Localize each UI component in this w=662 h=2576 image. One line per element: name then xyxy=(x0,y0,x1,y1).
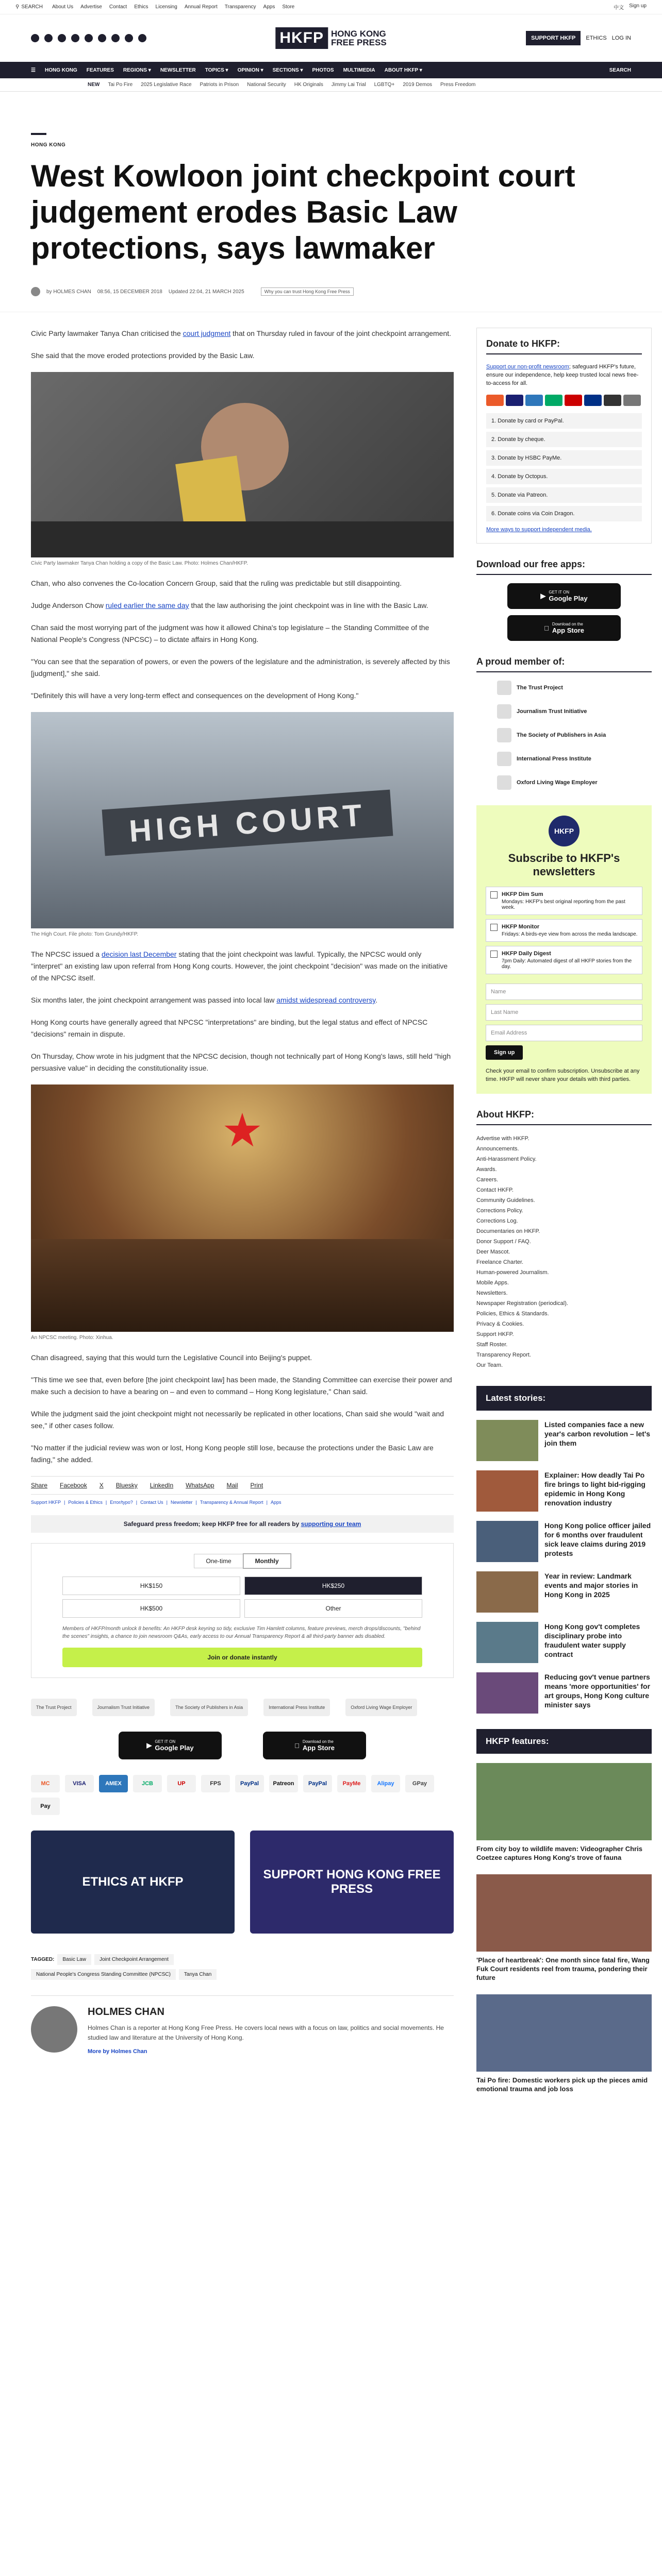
ethics-link[interactable]: ETHICS xyxy=(586,35,607,41)
jcb-icon: JCB xyxy=(133,1775,162,1792)
paragraph: "No matter if the judicial review was won or lost, Hong Kong people still lose, because the protections under the Basic Law are fading," she added. xyxy=(31,1444,434,1464)
latest-story[interactable] xyxy=(476,1521,652,1562)
paragraph: Judge Anderson Chow ruled earlier the same day that the law authorising the joint checkpoint was in line with the Basic Law. xyxy=(31,601,428,609)
site-logo[interactable]: HKFP HONG KONG FREE PRESS xyxy=(275,27,386,49)
top-link-apps[interactable]: Apps xyxy=(263,4,275,10)
trending-item[interactable]: HK Originals xyxy=(294,82,323,88)
about-link[interactable]: Newsletters. xyxy=(476,1290,508,1296)
story-title[interactable]: Year in review: Landmark events and major stories in Hong Kong in 2025 xyxy=(544,1572,638,1599)
footer-link[interactable]: Apps xyxy=(270,1500,282,1505)
support-team-link[interactable]: supporting our team xyxy=(301,1520,361,1528)
payme-icon: PayMe xyxy=(337,1775,366,1792)
name-input[interactable]: Name xyxy=(486,984,642,1000)
top-link-advertise[interactable]: Advertise xyxy=(80,4,102,10)
support-promo[interactable]: SUPPORT HONG KONG FREE PRESS xyxy=(250,1831,454,1934)
top-search[interactable]: ⚲ SEARCH xyxy=(15,4,43,10)
member-item[interactable]: International Press Institute xyxy=(497,752,652,766)
visa-icon xyxy=(506,395,523,406)
telegram-icon[interactable] xyxy=(111,34,120,42)
payment-methods xyxy=(31,1775,454,1815)
story-thumbnail[interactable] xyxy=(476,1571,538,1613)
about-link[interactable]: Mobile Apps. xyxy=(476,1280,509,1286)
facebook-icon[interactable] xyxy=(31,34,39,42)
paragraph: Chan said the most worrying part of the judgment was how it allowed China's top legislature – the Standing Committee of the National People's Congress (NPCSC) – to dictate affairs in Hong Kong. xyxy=(31,623,429,643)
trending-item[interactable]: 2025 Legislative Race xyxy=(141,82,192,88)
about-link[interactable]: Human-powered Journalism. xyxy=(476,1269,549,1276)
court-judgment-link[interactable]: court judgment xyxy=(183,329,231,337)
login-link[interactable]: LOG IN xyxy=(611,35,631,41)
member-item[interactable]: The Society of Publishers in Asia xyxy=(497,728,652,742)
article-header xyxy=(0,92,662,296)
tags-row xyxy=(31,1954,454,1965)
story-thumbnail[interactable] xyxy=(476,1470,538,1512)
trending-item[interactable]: Press Freedom xyxy=(440,82,476,88)
ethics-promo[interactable]: ETHICS AT HKFP xyxy=(31,1831,235,1934)
photo-caption: Civic Party lawmaker Tanya Chan holding a copy of the Basic Law. Photo: Holmes Chan/HKFP. xyxy=(31,561,248,566)
trust-link[interactable]: Why you can trust Hong Kong Free Press xyxy=(261,287,354,296)
sidebar-google-play-button[interactable]: ▶ GET IT ON Google Play xyxy=(507,583,621,609)
trending-item[interactable]: Patriots in Prison xyxy=(200,82,239,88)
newsletter-title: Subscribe to HKFP's newsletters xyxy=(508,852,620,878)
footer-link[interactable]: Transparency & Annual Report xyxy=(200,1500,263,1505)
main-nav xyxy=(0,62,662,78)
join-donate-button[interactable]: Join or donate instantly xyxy=(62,1648,422,1667)
photo-high-court xyxy=(31,712,454,928)
latest-story[interactable] xyxy=(476,1420,652,1461)
sidebar-app-store-button[interactable]: Download on the App Store xyxy=(507,615,621,641)
controversy-link[interactable]: amidst widespread controversy xyxy=(276,996,376,1004)
unionpay-icon xyxy=(565,395,582,406)
photo-caption: The High Court. File photo: Tom Grundy/HKFP. xyxy=(31,931,139,937)
photo-caption: An NPCSC meeting. Photo: Xinhua. xyxy=(31,1335,113,1341)
member-item[interactable]: Oxford Living Wage Employer xyxy=(497,775,652,790)
donate-option[interactable]: 5. Donate via Patreon. xyxy=(486,487,642,503)
sidebar xyxy=(476,328,652,2106)
card-icons xyxy=(486,395,642,406)
trust-project-badge[interactable]: The Trust Project xyxy=(31,1699,77,1716)
top-link-ethics[interactable]: Ethics xyxy=(134,4,148,10)
story-thumbnail[interactable] xyxy=(476,1672,538,1714)
publish-date: 08:56, 15 DECEMBER 2018 xyxy=(97,289,162,295)
freq-one-time[interactable]: One-time xyxy=(194,1554,243,1568)
threads-icon[interactable] xyxy=(71,34,79,42)
about-link[interactable]: Deer Mascot. xyxy=(476,1249,510,1255)
paragraph: The NPCSC issued a decision last December stating that the joint checkpoint was lawful. Typically, the NPCSC would only "interpret" an existing law upon referral from Hong Kong courts. However, the joint checkpoint "decision" was made on the initiative of the NPCSC itself. xyxy=(31,950,448,982)
latest-story[interactable] xyxy=(476,1622,652,1663)
lang-chinese[interactable]: 中文 xyxy=(614,5,624,11)
red-star-icon: ★ xyxy=(221,1105,263,1157)
fps-icon: FPS xyxy=(201,1775,230,1792)
member-item[interactable]: Journalism Trust Initiative xyxy=(497,704,652,719)
author-bio: Holmes Chan is a reporter at Hong Kong Free Press. He covers local news with a focus on law, politics and social movements. He studied law and literature at the University of Hong Kong. xyxy=(88,2024,444,2041)
amount-option-selected[interactable]: HK$250 xyxy=(244,1577,422,1595)
latest-stories xyxy=(476,1420,652,1714)
member-list xyxy=(476,681,652,790)
living-wage-icon xyxy=(497,775,511,790)
paragraph: Chan, who also convenes the Co-location Concern Group, said that the ruling was predictable but still disappointing. xyxy=(31,579,402,587)
paragraph: "You can see that the separation of powers, or even the powers of the legislature and the administration, is severely affected by this [judgment]," she said. xyxy=(31,657,450,677)
top-links xyxy=(52,4,294,10)
feature-story[interactable] xyxy=(476,1763,652,1862)
social-icons xyxy=(31,34,146,42)
living-wage-badge[interactable]: Oxford Living Wage Employer xyxy=(345,1699,417,1716)
nav-multimedia[interactable]: MULTIMEDIA xyxy=(343,67,375,73)
newsletter-option[interactable]: HKFP Dim Sum Mondays: HKFP's best original reporting from the past week. xyxy=(486,887,642,915)
about-link[interactable]: Freelance Charter. xyxy=(476,1259,524,1265)
email-input[interactable]: Email Address xyxy=(486,1025,642,1041)
nav-topics[interactable]: TOPICS ▾ xyxy=(205,67,228,73)
safeguard-banner: Safeguard press freedom; keep HKFP free for all readers by supporting our team xyxy=(31,1515,454,1533)
apple-pay-icon xyxy=(604,395,621,406)
story-title[interactable]: Listed companies face a new year's carbon revolution – let's join them xyxy=(544,1420,651,1447)
feature-title[interactable]: 'Place of heartbreak': One month since fatal fire, Wang Fuk Court residents reel from trauma, pondering their future xyxy=(476,1956,650,1981)
share-label: Share xyxy=(31,1482,48,1489)
share-mail[interactable]: Mail xyxy=(226,1482,238,1489)
latest-story[interactable] xyxy=(476,1470,652,1512)
byline xyxy=(31,287,631,296)
about-link[interactable]: Our Team. xyxy=(476,1362,503,1368)
author-avatar xyxy=(31,287,40,296)
share-whatsapp[interactable]: WhatsApp xyxy=(186,1482,214,1489)
checkbox[interactable] xyxy=(490,924,498,931)
share-bar xyxy=(31,1476,454,1495)
paragraph: While the judgment said the joint checkpoint might not necessarily be replicated in other locations, Chan said she would "wait and see," if other cases follow. xyxy=(31,1410,444,1430)
paragraph: She said that the move eroded protections provided by the Basic Law. xyxy=(31,351,255,360)
unionpay-icon: UP xyxy=(167,1775,196,1792)
meeting-seats xyxy=(31,1239,454,1332)
photo-tanya-chan xyxy=(31,372,454,557)
nav-menu-icon[interactable]: ☰ xyxy=(31,67,36,73)
top-link-contact[interactable]: Contact xyxy=(109,4,127,10)
article-body xyxy=(31,328,454,2106)
features-title: HKFP features: xyxy=(476,1729,652,1754)
google-play-icon: ▶ xyxy=(146,1741,152,1749)
feature-stories xyxy=(476,1763,652,2093)
sopa-badge[interactable]: The Society of Publishers in Asia xyxy=(170,1699,248,1716)
google-play-icon: ▶ xyxy=(540,592,546,600)
newsletter-signup xyxy=(476,805,652,1094)
top-link-store[interactable]: Store xyxy=(282,4,295,10)
sopa-icon xyxy=(497,728,511,742)
google-pay-icon xyxy=(623,395,641,406)
footer-link[interactable]: Contact Us xyxy=(140,1500,163,1505)
mastercard-icon xyxy=(486,395,504,406)
whatsapp-icon[interactable] xyxy=(125,34,133,42)
membership-badges xyxy=(31,1699,454,1716)
google-pay-icon: GPay xyxy=(405,1775,434,1792)
about-title: About HKFP: xyxy=(476,1109,652,1125)
donate-option[interactable]: 3. Donate by HSBC PayMe. xyxy=(486,450,642,466)
sidebar-donate xyxy=(476,328,652,544)
paypal-icon xyxy=(584,395,602,406)
checkbox[interactable] xyxy=(490,951,498,958)
top-bar xyxy=(0,0,662,14)
story-thumbnail[interactable] xyxy=(476,1420,538,1461)
amount-option[interactable]: Other xyxy=(244,1599,422,1618)
about-link[interactable]: Announcements. xyxy=(476,1146,519,1152)
trending-item[interactable]: Jimmy Lai Trial xyxy=(331,82,366,88)
nav-search[interactable]: SEARCH xyxy=(609,67,631,73)
sign-up-link[interactable]: Sign up xyxy=(629,3,647,9)
footer-link[interactable]: Policies & Ethics xyxy=(68,1500,103,1505)
ipi-badge[interactable]: International Press Institute xyxy=(263,1699,330,1716)
feature-title[interactable]: From city boy to wildlife maven: Videographer Chris Coetzee captures Hong Kong's trove of fauna xyxy=(476,1845,642,1861)
frequency-toggle xyxy=(62,1554,422,1568)
patreon-icon: Patreon xyxy=(269,1775,298,1792)
top-link-about[interactable]: About Us xyxy=(52,4,74,10)
top-link-annual-report[interactable]: Annual Report xyxy=(184,4,218,10)
tags-row xyxy=(31,1969,454,1980)
about-link[interactable]: Staff Roster. xyxy=(476,1342,508,1348)
top-link-licensing[interactable]: Licensing xyxy=(155,4,177,10)
author-name[interactable]: by HOLMES CHAN xyxy=(46,289,91,295)
rss-icon[interactable] xyxy=(138,34,146,42)
footer-link[interactable]: Newsletter xyxy=(171,1500,193,1505)
feature-image[interactable] xyxy=(476,1874,652,1952)
about-link[interactable]: Advertise with HKFP. xyxy=(476,1136,529,1142)
share-linkedin[interactable]: LinkedIn xyxy=(150,1482,174,1489)
feature-title[interactable]: Tai Po fire: Domestic workers pick up the pieces amid emotional trauma and job loss xyxy=(476,2076,648,2093)
story-thumbnail[interactable] xyxy=(476,1521,538,1562)
paragraph: Civic Party lawmaker Tanya Chan criticised the court judgment that on Thursday ruled in favour of the joint checkpoint arrangement. xyxy=(31,329,452,337)
sign-up-button[interactable]: Sign up xyxy=(486,1045,523,1060)
article-footer-links: Support HKFP | Policies & Ethics | Error/typo? | Contact Us | Newsletter | Transparency & Annual Report | Apps xyxy=(31,1500,282,1505)
linkedin-icon[interactable] xyxy=(98,34,106,42)
more-by-author-link[interactable]: More by Holmes Chan xyxy=(88,2048,147,2055)
donate-intro: Support our non-profit newsroom; safeguard HKFP's future, ensure our independence, help keep trusted local news free-to-access for all. xyxy=(486,364,639,386)
last-name-input[interactable]: Last Name xyxy=(486,1004,642,1021)
apple-pay-icon: Pay xyxy=(31,1798,60,1815)
paragraph: On Thursday, Chow wrote in his judgment that the NPCSC decision, though not technically part of Hong Kong's laws, still held "high persuasive value" in deciding the constitutionality issue. xyxy=(31,1052,451,1072)
story-thumbnail[interactable] xyxy=(476,1622,538,1663)
support-hkfp-button[interactable]: SUPPORT HKFP xyxy=(526,31,581,45)
paragraph: Hong Kong courts have generally agreed that NPCSC "interpretations" are binding, but the legal status and effect of NPCSC "decisions" remain in dispute. xyxy=(31,1018,428,1038)
trending-label: NEW xyxy=(88,82,100,88)
footer-link[interactable]: Support HKFP xyxy=(31,1500,61,1505)
story-title[interactable]: Hong Kong police officer jailed for 6 months over fraudulent sick leave claims during 2019 protests xyxy=(544,1521,651,1557)
category-rule xyxy=(31,133,46,135)
author-photo xyxy=(31,2006,77,2053)
about-link[interactable]: Support HKFP. xyxy=(476,1331,514,1337)
member-title: A proud member of: xyxy=(476,656,652,672)
amex-icon xyxy=(525,395,543,406)
share-x[interactable]: X xyxy=(99,1482,104,1489)
share-bluesky[interactable]: Bluesky xyxy=(115,1482,138,1489)
about-link[interactable]: Transparency Report. xyxy=(476,1352,531,1358)
jti-icon xyxy=(497,704,511,719)
npcsc-decision-link[interactable]: decision last December xyxy=(101,950,177,958)
instagram-icon[interactable] xyxy=(58,34,66,42)
logo-name-line1: HONG KONG xyxy=(330,29,386,39)
paragraph: Six months later, the joint checkpoint arrangement was passed into local law amidst widespread controversy. xyxy=(31,996,378,1004)
ipi-icon xyxy=(497,752,511,766)
nav-about[interactable]: ABOUT HKFP ▾ xyxy=(384,67,422,73)
youtube-icon[interactable] xyxy=(85,34,93,42)
about-link[interactable]: Newspaper Registration (periodical). xyxy=(476,1300,568,1307)
nav-sections[interactable]: SECTIONS ▾ xyxy=(272,67,303,73)
search-icon: ⚲ xyxy=(15,4,20,10)
checkbox[interactable] xyxy=(490,891,498,899)
newsletter-option[interactable]: HKFP Daily Digest 7pm Daily: Automated digest of all HKFP stories from the day. xyxy=(486,946,642,974)
about-link[interactable]: Corrections Policy. xyxy=(476,1208,523,1214)
feature-image[interactable] xyxy=(476,1763,652,1840)
apple-icon xyxy=(294,1742,300,1750)
about-link[interactable]: Policies, Ethics & Standards. xyxy=(476,1311,549,1317)
top-link-transparency[interactable]: Transparency xyxy=(224,4,256,10)
nav-opinion[interactable]: OPINION ▾ xyxy=(237,67,263,73)
amount-option[interactable]: HK$150 xyxy=(62,1577,240,1595)
paragraph: Chan disagreed, saying that this would turn the Legislative Council into Beijing's puppet. xyxy=(31,1353,312,1362)
donate-option[interactable]: 4. Donate by Octopus. xyxy=(486,469,642,484)
trending-item[interactable]: Tai Po Fire xyxy=(108,82,133,88)
amount-option[interactable]: HK$500 xyxy=(62,1599,240,1618)
app-store-button[interactable]: Download on the App Store xyxy=(263,1732,366,1759)
tag[interactable]: Basic Law xyxy=(57,1954,91,1965)
newsletter-note: Check your email to confirm subscription. Unsubscribe at any time. HKFP will never share your details with third parties. xyxy=(486,1068,640,1082)
story-title[interactable]: Hong Kong gov't completes disciplinary probe into fraudulent water supply contract xyxy=(544,1622,640,1658)
support-newsroom-link[interactable]: Support our non-profit newsroom xyxy=(486,364,569,370)
feature-image[interactable] xyxy=(476,1994,652,2072)
donate-option[interactable]: 6. Donate coins via Coin Dragon. xyxy=(486,506,642,521)
ruling-link[interactable]: ruled earlier the same day xyxy=(105,601,189,609)
nav-regions[interactable]: REGIONS ▾ xyxy=(123,67,151,73)
amex-icon: AMEX xyxy=(99,1775,128,1792)
nav-hong-kong[interactable]: HONG KONG xyxy=(44,67,77,73)
trending-item[interactable]: National Security xyxy=(247,82,286,88)
visa-icon: VISA xyxy=(65,1775,94,1792)
about-link[interactable]: Community Guidelines. xyxy=(476,1197,535,1204)
tag[interactable]: National People's Congress Standing Committee (NPCSC) xyxy=(31,1969,176,1980)
paypal-icon: PayPal xyxy=(303,1775,332,1792)
author-box xyxy=(31,1995,454,2055)
about-link[interactable]: Privacy & Cookies. xyxy=(476,1321,524,1327)
member-benefits-text: Members of HKFP/month unlock 8 benefits: An HKFP desk keyring so tidy, exclusive Tim Hamlett columns, feature previews, merch drops/discounts, "behind the scenes" insights, a chance to join newsroom Q&As, early access to our Annual Transparency Report & all third-party banner ads disabled. xyxy=(62,1626,421,1639)
newsletter-option[interactable]: HKFP Monitor Fridays: A birds-eye view from across the media landscape. xyxy=(486,919,642,942)
story-title[interactable]: Explainer: How deadly Tai Po fire brings to light bid-rigging epidemic in Hong Kong renovation industry xyxy=(544,1471,646,1507)
about-link[interactable]: Anti-Harassment Policy. xyxy=(476,1156,537,1162)
jti-badge[interactable]: Journalism Trust Initiative xyxy=(92,1699,155,1716)
trending-item[interactable]: LGBTQ+ xyxy=(374,82,395,88)
nav-features[interactable]: FEATURES xyxy=(86,67,114,73)
newsletter-logo: HKFP xyxy=(549,816,580,846)
trending-bar xyxy=(0,78,662,92)
member-item[interactable]: The Trust Project xyxy=(497,681,652,695)
nav-newsletter[interactable]: NEWSLETTER xyxy=(160,67,196,73)
paragraph: "This time we see that, even before [the joint checkpoint law] has been made, the Standing Committee can exercise their power and make such a decision to have a bearing on – and even to command – Hong Kong legislature," Chan said. xyxy=(31,1376,452,1396)
about-link[interactable]: Awards. xyxy=(476,1166,497,1173)
about-link[interactable]: Careers. xyxy=(476,1177,499,1183)
donate-box xyxy=(31,1543,454,1678)
about-list xyxy=(476,1133,652,1370)
article-title: West Kowloon joint checkpoint court judgement erodes Basic Law protections, says lawmaker xyxy=(31,159,575,265)
about-link[interactable]: Corrections Log. xyxy=(476,1218,518,1224)
share-print[interactable]: Print xyxy=(250,1482,263,1489)
author-box-name[interactable]: HOLMES CHAN xyxy=(88,2006,164,2018)
latest-story[interactable] xyxy=(476,1672,652,1714)
high-court-sign: HIGH COURT xyxy=(102,790,393,856)
latest-title: Latest stories: xyxy=(476,1386,652,1411)
nav-photos[interactable]: PHOTOS xyxy=(312,67,334,73)
feature-story[interactable] xyxy=(476,1994,652,2093)
amount-grid xyxy=(62,1577,422,1618)
apple-icon xyxy=(544,624,549,632)
mastercard-icon: MC xyxy=(31,1775,60,1792)
jcb-icon xyxy=(545,395,562,406)
logo-name-line2: FREE PRESS xyxy=(330,38,387,47)
story-title[interactable]: Reducing gov't venue partners means 'more opportunities' for art groups, Hong Kong culture minister says xyxy=(544,1673,651,1709)
latest-story[interactable] xyxy=(476,1571,652,1613)
microphones xyxy=(31,521,454,557)
freq-monthly[interactable]: Monthly xyxy=(243,1554,291,1568)
donate-title: Donate to HKFP: xyxy=(486,338,642,354)
about-link[interactable]: Donor Support / FAQ. xyxy=(476,1239,531,1245)
app-store-row xyxy=(31,1732,454,1759)
more-ways-link[interactable]: More ways to support independent media. xyxy=(486,527,592,533)
tag[interactable]: Joint Checkpoint Arrangement xyxy=(94,1954,174,1965)
donate-option[interactable]: 1. Donate by card or PayPal. xyxy=(486,413,642,429)
tag[interactable]: Tanya Chan xyxy=(179,1969,217,1980)
footer-link[interactable]: Error/typo? xyxy=(110,1500,133,1505)
about-link[interactable]: Documentaries on HKFP. xyxy=(476,1228,540,1234)
photo-npcsc-meeting xyxy=(31,1084,454,1332)
trending-item[interactable]: 2019 Demos xyxy=(403,82,433,88)
apps-title: Download our free apps: xyxy=(476,559,652,575)
share-facebook[interactable]: Facebook xyxy=(60,1482,87,1489)
alipay-icon: Alipay xyxy=(371,1775,400,1792)
paypal-icon: PayPal xyxy=(235,1775,264,1792)
about-link[interactable]: Contact HKFP. xyxy=(476,1187,514,1193)
x-icon[interactable] xyxy=(44,34,53,42)
article-category[interactable]: HONG KONG xyxy=(31,142,66,148)
site-header xyxy=(0,14,662,62)
paragraph: "Definitely this will have a very long-term effect and consequences on the development of Hong Kong." xyxy=(31,691,359,700)
donate-option[interactable]: 2. Donate by cheque. xyxy=(486,432,642,447)
updated-date: Updated 22:04, 21 MARCH 2025 xyxy=(168,289,244,295)
promo-row xyxy=(31,1831,454,1934)
tags-label: TAGGED: xyxy=(31,1957,55,1962)
trust-project-icon xyxy=(497,681,511,695)
feature-story[interactable] xyxy=(476,1874,652,1982)
google-play-button[interactable]: ▶ GET IT ON Google Play xyxy=(119,1732,222,1759)
